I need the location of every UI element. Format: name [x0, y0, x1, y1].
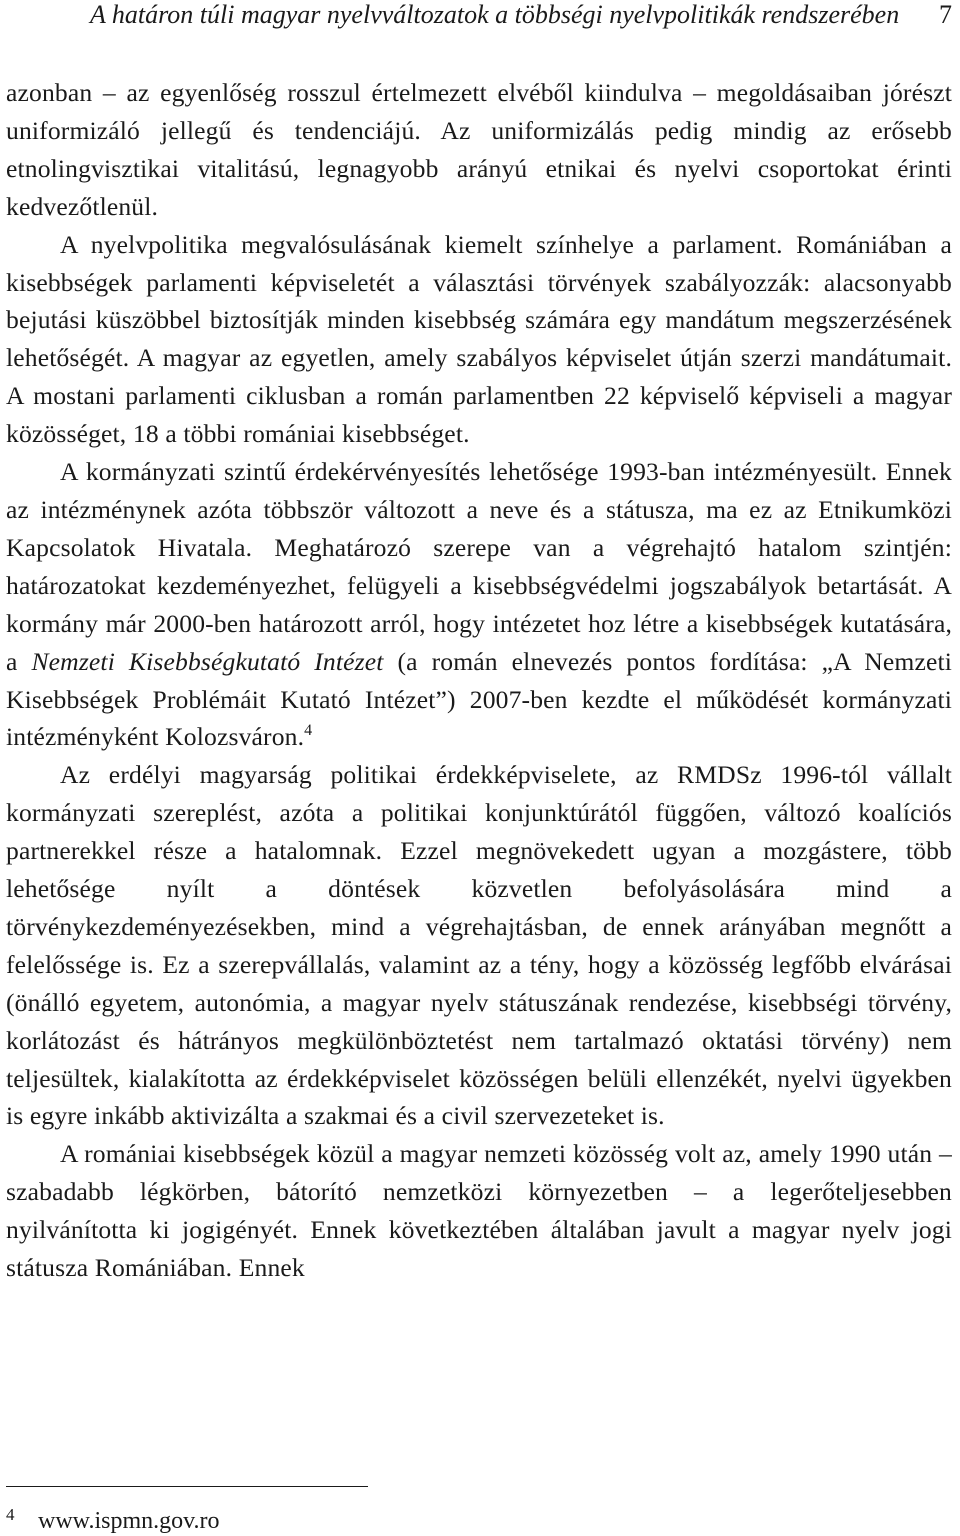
institute-name: Nemzeti Kisebbségkutató Intézet	[31, 646, 384, 676]
paragraph-continuation: azonban – az egyenlőség rosszul értelmezett elvéből kiindulva – megoldásaiban jórészt uniformizáló jellegű és tendenciájú. Az uniformizálás pedig mindig az erősebb etnolingvisztikai vitalitású, legnagyobb arányú etnikai és nyelvi csoportokat érinti kedvezőtlenül.	[6, 78, 952, 221]
footnote	[6, 1500, 220, 1536]
paragraph-government	[6, 453, 952, 756]
footnote-reference[interactable]: 4	[304, 722, 313, 740]
paragraph-government-text-end: (a román elnevezés pontos fordítása: „A Nemzeti Kisebbségek Problémáit Kutató Intézet”) 2007-ben kezdte el működését kormányzati intézményként Kolozsváron.	[6, 646, 953, 752]
paragraph-rmdsz: Az erdélyi magyarság politikai érdekképviselete, az RMDSz 1996-tól vállalt kormányzati szereplést, azóta a politikai konjunktúrától függően, változó koalíciós partnerekkel része a hatalomnak. Ezzel megnövekedett ugyan a mozgástere, több lehetősége nyílt a döntések közvetlen befolyásolására mind a törvénykezdeményezésekben, mind a végrehajtásban, de ennek arányában megnőtt a felelőssége is. Ez a szerepvállalás, valamint az a tény, hogy a közösség legfőbb elvárásai (önálló egyetem, autonómia, a magyar nyelv státuszának rendezése, kisebbségi törvény, korlátozást és hátrányos megkülönböztetést nem tartalmazó oktatási törvény) nem teljesültek, kialakította az érdekképviselet közösségen belüli ellenzékét, nyelvi ügyekben is egyre inkább aktivizálta a szakmai és a civil szervezeteket is.	[6, 760, 952, 1131]
page-number: 7	[939, 0, 952, 29]
paragraph-government-text: A kormányzati szintű érdekérvényesítés lehetősége 1993-ban intézményesült. Ennek az intézménynek azóta többször változott a neve és a státusza, ma ez az Etnikumközi Kapcsolatok Hivatala. Meghatározó szerepe van a végrehajtó hatalom szintjén: határozatokat kezdeményezhet, felügyeli a kisebbségvédelmi jogszabályok betartását. A kormány már 2000-ben határozott arról, hogy intézetet hoz létre a kisebbségek kutatására, a	[6, 457, 952, 676]
document-page	[6, 0, 952, 1535]
running-header-title: A határon túli magyar nyelvváltozatok a többségi nyelvpolitikák rendszerében	[90, 0, 900, 29]
paragraph-parliament: A nyelvpolitika megvalósulásának kiemelt színhelye a parlament. Romániában a kisebbségek parlamenti képviseletét a választási törvények szabályozzák: alacsonyabb bejutási küszöbbel biztosítják minden kisebbség számára egy mandátum megszerzésének lehetőségét. A magyar az egyetlen, amely szabályos képviselet útján szerzi mandátumait. A mostani parlamenti ciklusban a román parlamentben 22 képviselő képviseli a magyar közösséget, 18 a többi romániai kisebbséget.	[6, 229, 952, 449]
footnote-mark: 4	[6, 1505, 15, 1524]
footnote-link[interactable]: www.ispmn.gov.ro	[38, 1508, 220, 1534]
footnote-divider	[6, 1486, 368, 1487]
paragraph-minorities: A romániai kisebbségek közül a magyar nemzeti közösség volt az, amely 1990 után – szabadabb légkörben, bátorító nemzetközi környezetben – a legerőteljesebben nyilvánította ki jogigényét. Ennek következtében általában javult a magyar nyelv jogi státusza Romániában. Ennek	[6, 1139, 952, 1283]
running-header	[90, 0, 952, 30]
body-text	[6, 74, 952, 1287]
